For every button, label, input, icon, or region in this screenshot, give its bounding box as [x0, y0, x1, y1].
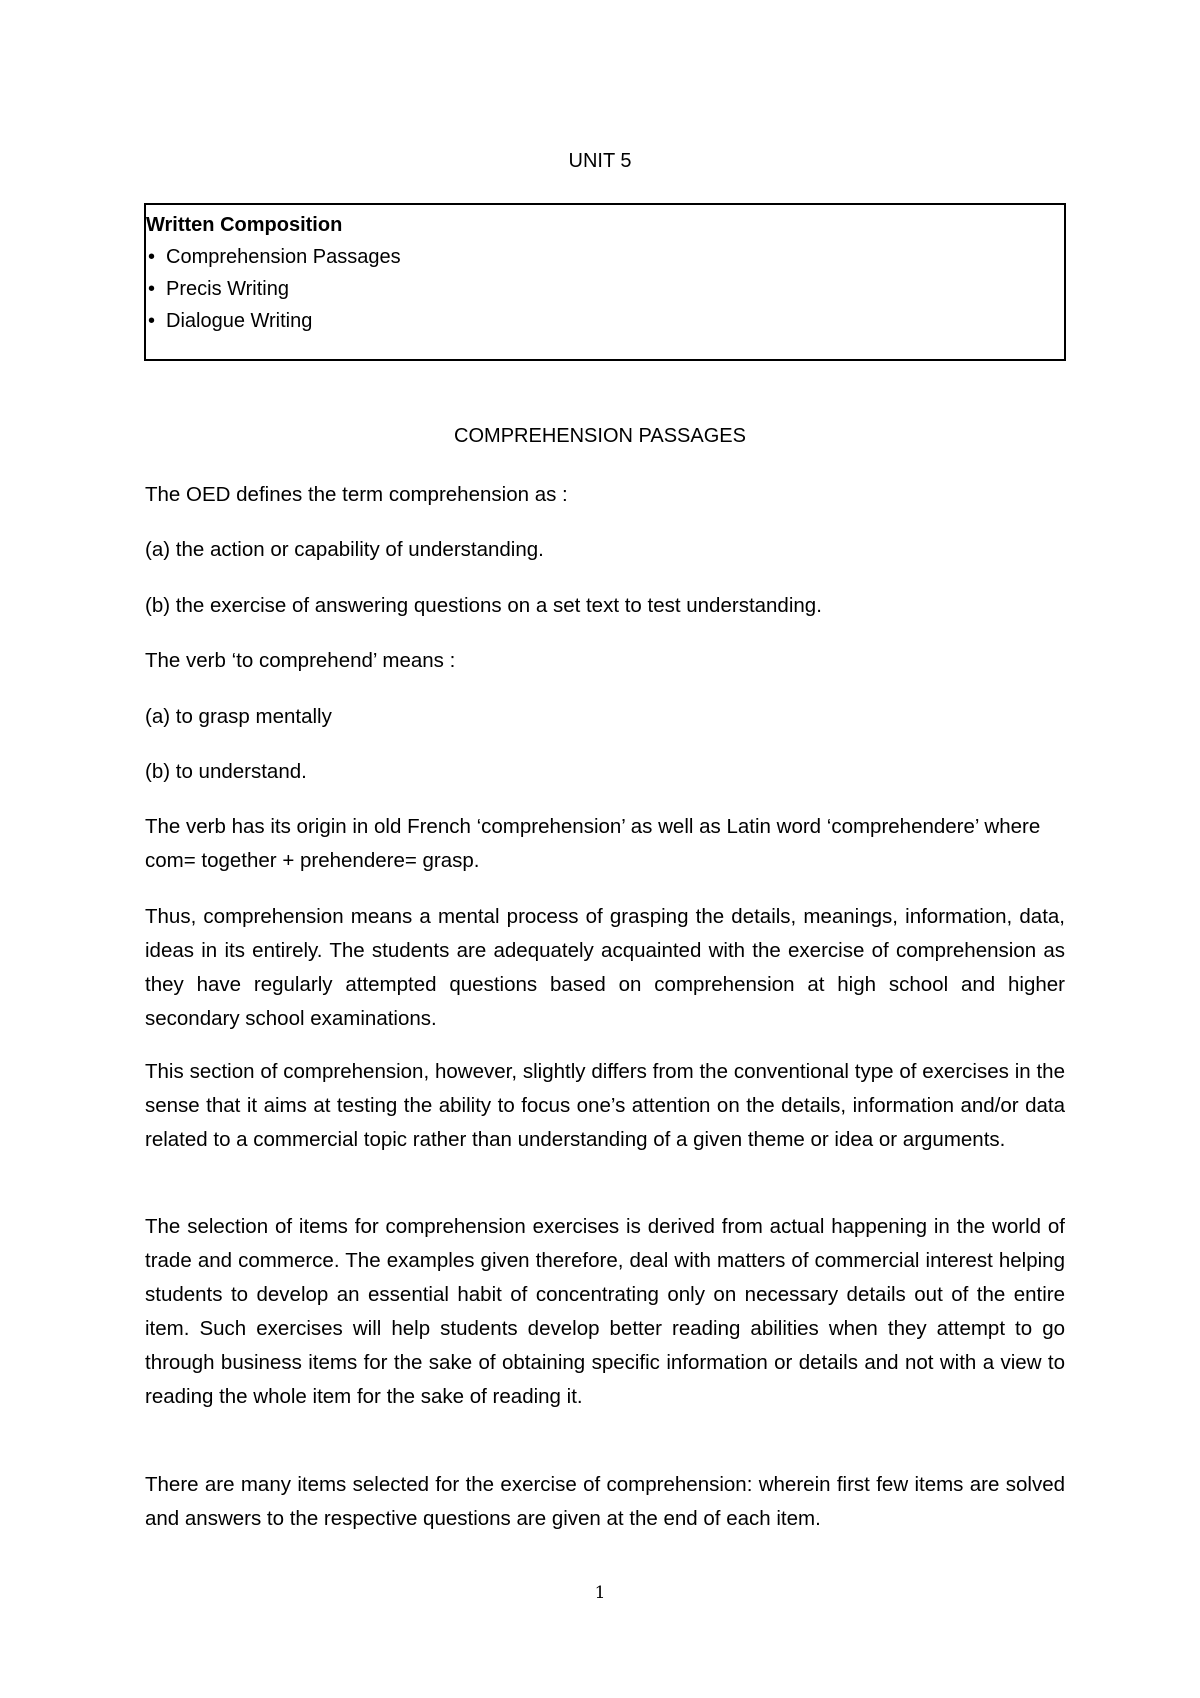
- thus-paragraph: Thus, comprehension means a mental process of grasping the details, meanings, information, data, ideas in its entirely. The students are adequately acquainted with the exercise of comprehension as they have regularly attempted questions based on comprehension at high school and higher secondary school examinations.: [145, 905, 1065, 1030]
- bullet-icon: •: [148, 246, 156, 268]
- topic-box: [144, 203, 1066, 361]
- page-number: 1: [594, 1583, 606, 1603]
- list-item-label: Dialogue Writing: [166, 310, 313, 332]
- topic-box-heading: Written Composition: [146, 214, 343, 236]
- unit-title: UNIT 5: [568, 150, 632, 172]
- list-item: [146, 305, 1064, 337]
- bullet-icon: •: [148, 310, 156, 332]
- topic-list: [146, 241, 1064, 337]
- selection-paragraph: The selection of items for comprehension exercises is derived from actual happening in the world of trade and commerce. The examples given therefore, deal with matters of commercial interest helping students to develop an essential habit of concentrating only on necessary details out of the entire item. Such exercises will help students develop better reading abilities when they attempt to go through business items for the sake of obtaining specific information or details and not with a view to reading the whole item for the sake of reading it.: [145, 1215, 1065, 1408]
- origin-paragraph: The verb has its origin in old French ‘comprehension’ as well as Latin word ‘comprehendere’ where com= together + prehendere= grasp.: [145, 815, 1041, 872]
- items-paragraph: There are many items selected for the exercise of comprehension: wherein first few items are solved and answers to the respective questions are given at the end of each item.: [145, 1473, 1065, 1530]
- list-item: [146, 273, 1064, 305]
- verb-intro: The verb ‘to comprehend’ means :: [145, 649, 456, 672]
- verb-definition-a: (a) to grasp mentally: [145, 705, 332, 728]
- list-item-label: Comprehension Passages: [166, 246, 401, 268]
- bullet-icon: •: [148, 278, 156, 300]
- verb-definition-b: (b) to understand.: [145, 760, 307, 783]
- oed-definition-a: (a) the action or capability of understanding.: [145, 538, 544, 561]
- section-heading: COMPREHENSION PASSAGES: [454, 425, 746, 447]
- oed-definition-b: (b) the exercise of answering questions on a set text to test understanding.: [145, 594, 822, 617]
- oed-intro: The OED defines the term comprehension as :: [145, 483, 568, 506]
- section-paragraph: This section of comprehension, however, slightly differs from the conventional type of exercises in the sense that it aims at testing the ability to focus one’s attention on the details, information and/or data related to a commercial topic rather than understanding of a given theme or idea or arguments.: [145, 1060, 1065, 1151]
- list-item-label: Precis Writing: [166, 278, 289, 300]
- list-item: [146, 241, 1064, 273]
